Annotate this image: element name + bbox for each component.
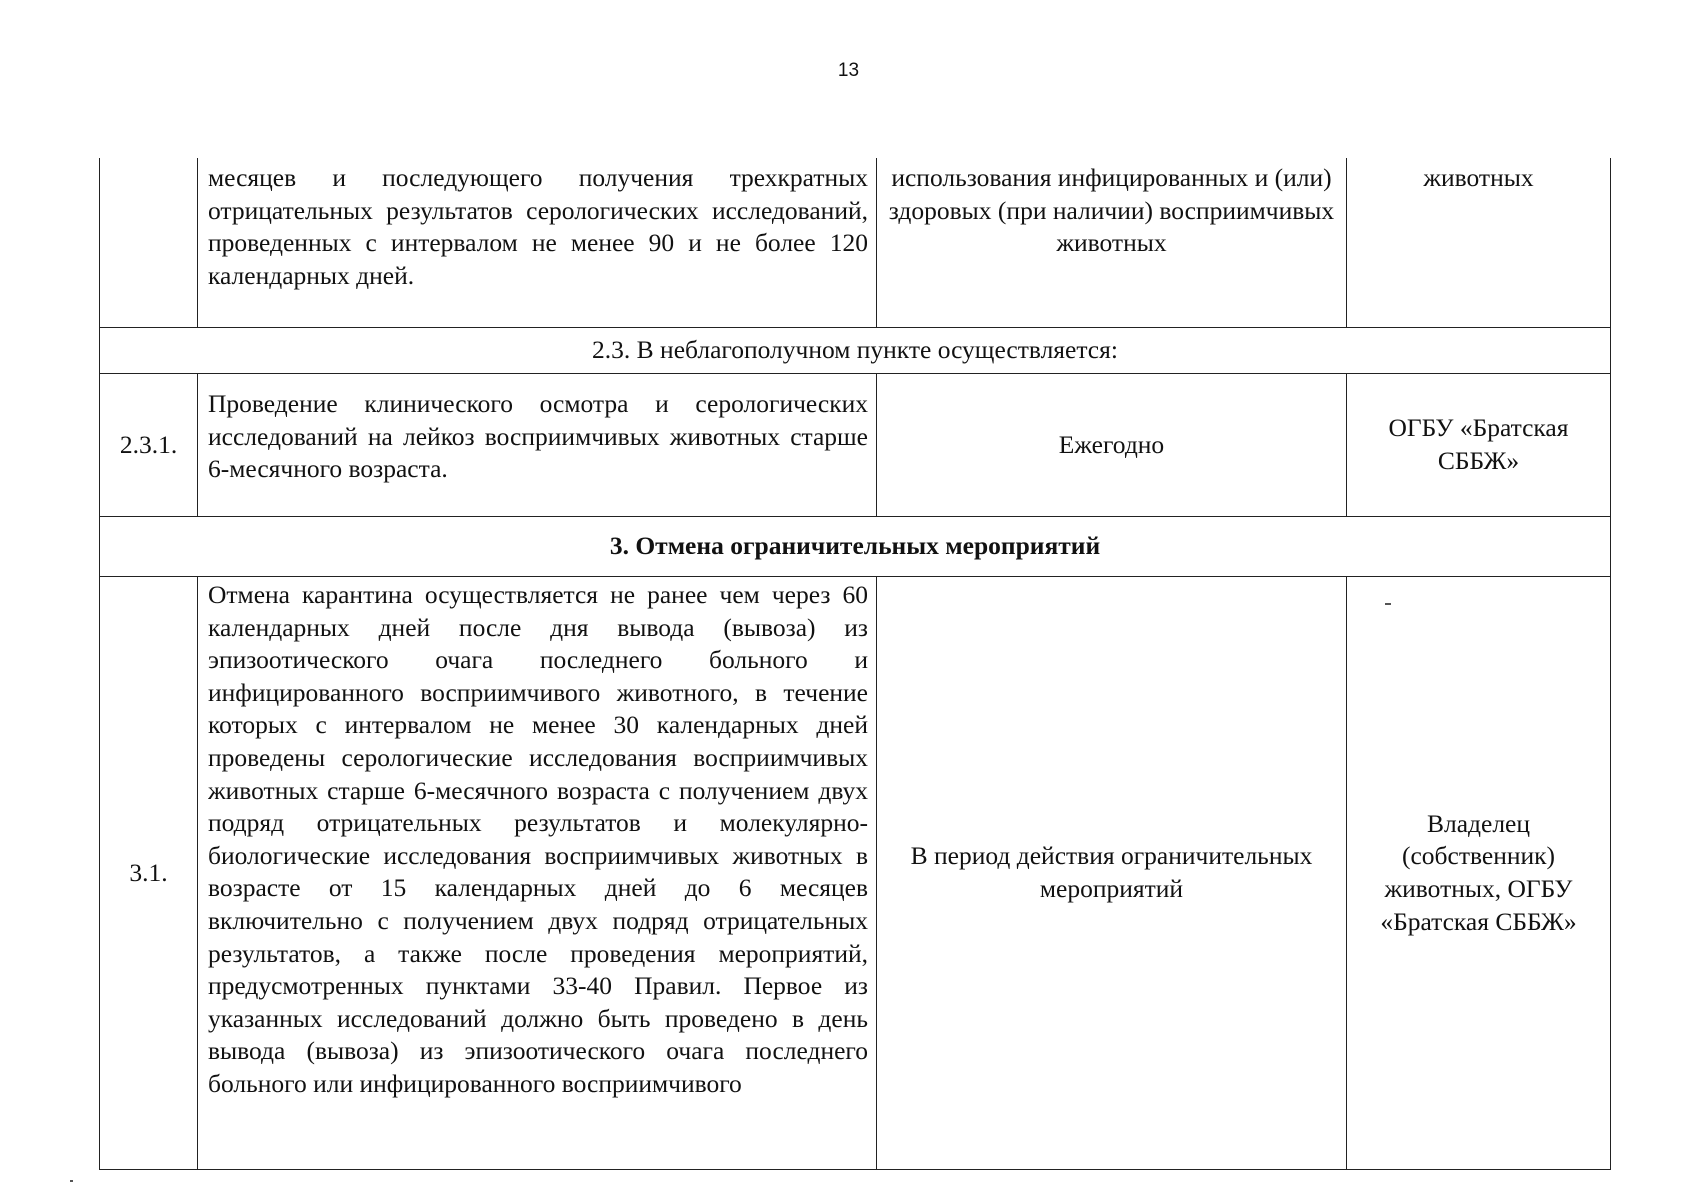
term-cell: использования инфицированных и (или) здоровых (при наличии) восприимчивых животных [877, 158, 1347, 328]
responsible-cell: Владелец (собственник) животных, ОГБУ «Братская СББЖ» [1347, 577, 1611, 1170]
row-number-cell: 3.1. [100, 577, 198, 1170]
action-cell [198, 374, 877, 517]
table-row-section [100, 517, 1611, 577]
action-text: Отмена карантина осуществляется не ранее чем через 60 календарных дней после дня вывода (вывоза) из эпизоотического очага последнего больного и инфицированного восприимчивого животного, в течение которых с интервалом не менее 30 календарных дней проведены серологические исследования восприимчивых животных старше 6-месячного возраста с получением двух подряд отрицательных результатов и молекулярно-биологические исследования восприимчивых животных в возрасте от 15 календарных дней до 6 месяцев включительно с получением двух подряд отрицательных результатов, а также после проведения мероприятий, предусмотренных пунктами 33-40 Правил. Первое из указанных исследований должно быть проведено в день вывода (вывоза) из эпизоотического очага последнего больного или инфицированного восприимчивого [208, 580, 868, 1098]
subheading-2-3: 2.3. В неблагополучном пункте осуществляется: [100, 328, 1611, 374]
scan-speck [1385, 603, 1391, 605]
action-text-wrap [208, 579, 868, 1169]
responsible-cell: ОГБУ «Братская СББЖ» [1347, 374, 1611, 517]
action-text: месяцев и последующего получения трехкратных отрицательных результатов серологических исследований, проведенных с интервалом не менее 90 и не более 120 календарных дней. [208, 163, 868, 290]
term-cell: Ежегодно [877, 374, 1347, 517]
section-3-heading: 3. Отмена ограничительных мероприятий [100, 517, 1611, 577]
table-row-2-3-1 [100, 374, 1611, 517]
row-number-cell [100, 158, 198, 328]
table-row-subheading [100, 328, 1611, 374]
action-text: Проведение клинического осмотра и серологических исследований на лейкоз восприимчивых животных старше 6-месячного возраста. [208, 389, 868, 484]
table-row-3-1 [100, 577, 1611, 1170]
measures-table [99, 158, 1611, 1170]
term-cell: В период действия ограничительных мероприятий [877, 577, 1347, 1170]
action-cell [198, 577, 877, 1170]
responsible-cell: животных [1347, 158, 1611, 328]
action-cell [198, 158, 877, 328]
row-number-cell: 2.3.1. [100, 374, 198, 517]
scan-speck [70, 1180, 73, 1182]
table-row-continuation [100, 158, 1611, 328]
page-number: 13 [837, 60, 860, 81]
